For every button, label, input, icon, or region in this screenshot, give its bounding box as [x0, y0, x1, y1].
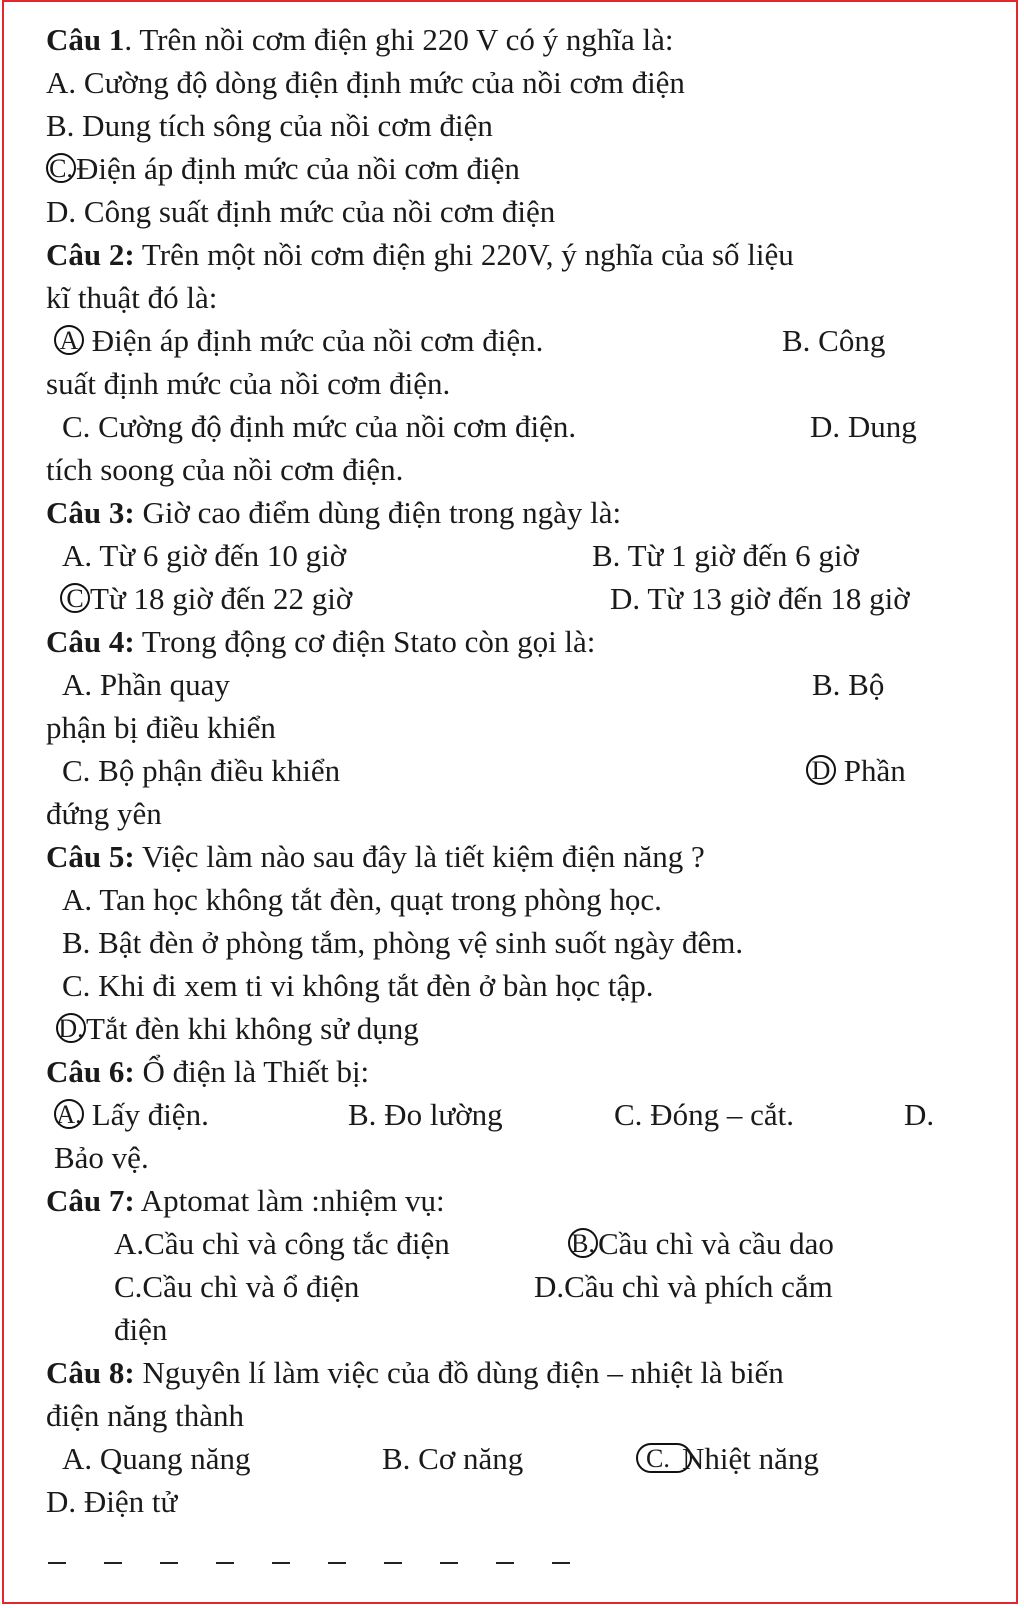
q5-option-c: C. Khi đi xem ti vi không tắt đèn ở bàn học tập. — [62, 968, 654, 1003]
q5-option-d-text: Tắt đèn khi không sử dụng — [86, 1011, 419, 1046]
q1-option-c — [46, 149, 520, 189]
q8-answer-circle: C. — [636, 1443, 692, 1473]
q2-stem-cont: kĩ thuật đó là: — [46, 280, 218, 315]
q2-option-a — [54, 321, 543, 361]
q3-text: Giờ cao điểm dùng điện trong ngày là: — [134, 495, 622, 530]
q2-answer-circle: A — [54, 325, 84, 355]
q2-text: Trên một nồi cơm điện ghi 220V, ý nghĩa của số liệu — [134, 237, 794, 272]
q4-option-d-cont: đứng yên — [46, 796, 162, 831]
q2-stem — [46, 235, 794, 275]
q7-option-a: A.Cầu chì và công tắc điện — [114, 1226, 450, 1261]
q2-option-d-cont: tích soong của nồi cơm điện. — [46, 452, 404, 487]
q5-label: Câu 5: — [46, 839, 135, 874]
q7-option-b — [568, 1224, 834, 1264]
q1-option-a: A. Cường độ dòng điện định mức của nồi cơm điện — [46, 65, 685, 100]
q6-label: Câu 6: — [46, 1054, 135, 1089]
q8-stem-cont: điện năng thành — [46, 1398, 245, 1433]
q2-option-c: C. Cường độ định mức của nồi cơm điện. — [62, 409, 577, 444]
q2-option-a-text: Điện áp định mức của nồi cơm điện. — [84, 323, 544, 358]
q7-option-d: D.Cầu chì và phích cắm — [534, 1269, 833, 1304]
q6-answer-circle: A. — [54, 1099, 84, 1129]
q5-option-b: B. Bật đèn ở phòng tắm, phòng vệ sinh suốt ngày đêm. — [62, 925, 744, 960]
q3-option-b: B. Từ 1 giờ đến 6 giờ — [592, 538, 859, 573]
q4-option-b: B. Bộ — [812, 667, 885, 702]
q2-label: Câu 2: — [46, 237, 135, 272]
q6-option-d-cont: Bảo vệ. — [54, 1140, 149, 1175]
q1-option-d: D. Công suất định mức của nồi cơm điện — [46, 194, 556, 229]
q2-option-d: D. Dung — [810, 409, 917, 444]
q8-label: Câu 8: — [46, 1355, 135, 1390]
q4-text: Trong động cơ điện Stato còn gọi là: — [134, 624, 596, 659]
q6-option-a-text: Lấy điện. — [84, 1097, 209, 1132]
q7-label: Câu 7: — [46, 1183, 135, 1218]
q7-text: Aptomat làm :nhiệm vụ: — [134, 1183, 445, 1218]
q6-option-d: D. — [904, 1097, 935, 1132]
cut-off-text-fragment — [48, 1556, 608, 1564]
q3-option-c — [60, 579, 352, 619]
q7-stem — [46, 1181, 445, 1221]
q4-label: Câu 4: — [46, 624, 135, 659]
q6-stem — [46, 1052, 369, 1092]
q3-option-d: D. Từ 13 giờ đến 18 giờ — [610, 581, 910, 616]
q4-option-d — [806, 751, 906, 791]
q8-option-d: D. Điện tử — [46, 1484, 178, 1519]
q3-stem — [46, 493, 621, 533]
q4-option-a: A. Phần quay — [62, 667, 230, 702]
q5-stem — [46, 837, 705, 877]
q3-answer-circle: C — [60, 583, 90, 613]
q1-answer-circle: C. — [46, 153, 76, 183]
q8-option-c-text: Nhiệt năng — [682, 1441, 819, 1476]
q5-option-a: A. Tan học không tắt đèn, quạt trong phòng học. — [62, 882, 662, 917]
q1-label: Câu 1 — [46, 22, 125, 57]
q8-option-c — [636, 1439, 819, 1479]
q6-option-b: B. Đo lường — [348, 1097, 503, 1132]
q1-option-b: B. Dung tích sông của nồi cơm điện — [46, 108, 493, 143]
q5-answer-circle: D. — [56, 1013, 86, 1043]
q8-option-a: A. Quang năng — [62, 1441, 251, 1476]
q1-text: . Trên nồi cơm điện ghi 220 V có ý nghĩa là: — [124, 22, 674, 57]
q3-label: Câu 3: — [46, 495, 135, 530]
q5-text: Việc làm nào sau đây là tiết kiệm điện năng ? — [134, 839, 705, 874]
q8-text: Nguyên lí làm việc của đồ dùng điện – nhiệt là biến — [134, 1355, 784, 1390]
q3-option-c-text: Từ 18 giờ đến 22 giờ — [90, 581, 353, 616]
q3-option-a: A. Từ 6 giờ đến 10 giờ — [62, 538, 347, 573]
q2-option-b-cont: suất định mức của nồi cơm điện. — [46, 366, 451, 401]
q4-stem — [46, 622, 595, 662]
q4-option-d-text: Phần — [836, 753, 906, 788]
q8-stem — [46, 1353, 784, 1393]
q7-option-d-cont: điện — [114, 1312, 168, 1347]
q1-stem — [46, 20, 674, 60]
q4-option-c: C. Bộ phận điều khiển — [62, 753, 341, 788]
q7-option-b-text: Cầu chì và cầu dao — [598, 1226, 834, 1261]
q4-option-b-cont: phận bị điều khiển — [46, 710, 276, 745]
q2-option-b: B. Công — [782, 323, 886, 358]
q4-answer-circle: D — [806, 755, 836, 785]
q8-option-b: B. Cơ năng — [382, 1441, 524, 1476]
q6-option-a — [54, 1095, 209, 1135]
q1-option-c-text: Điện áp định mức của nồi cơm điện — [76, 151, 520, 186]
q6-option-c: C. Đóng – cắt. — [614, 1097, 794, 1132]
q6-text: Ổ điện là Thiết bị: — [134, 1054, 370, 1089]
q7-answer-circle: B. — [568, 1228, 598, 1258]
q5-option-d — [56, 1009, 419, 1049]
q7-option-c: C.Cầu chì và ổ điện — [114, 1269, 360, 1304]
